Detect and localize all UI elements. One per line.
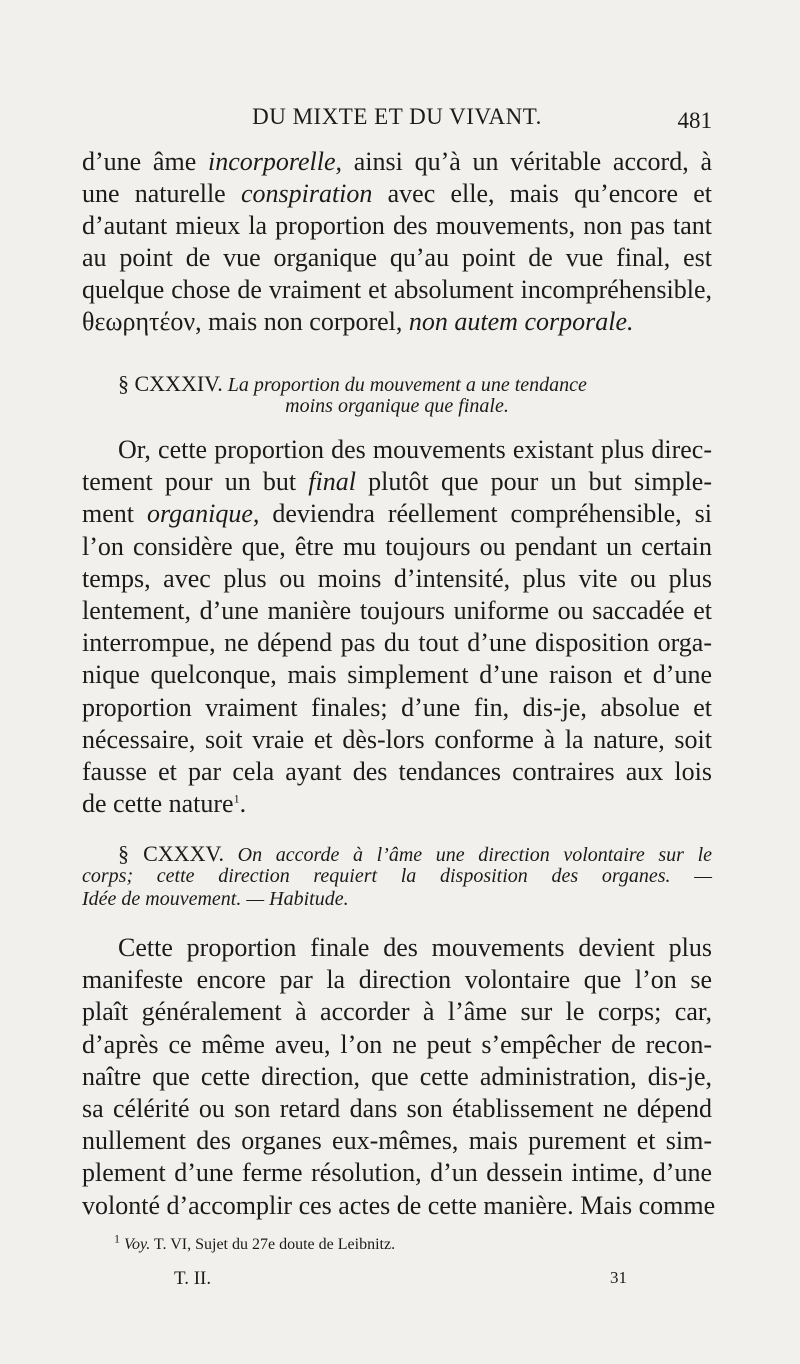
footnote-reference: 1 (233, 791, 240, 806)
text-line (82, 595, 712, 627)
text-run: manifeste encore par la direction volontaire que l’on se (82, 965, 712, 995)
text-line (82, 1061, 712, 1093)
text-line (82, 659, 712, 691)
section-heading-line: corps; cette direction requiert la disposition des organes. — (82, 865, 712, 887)
text-run: nique quelconque, mais simplement d’une raison et d’une (82, 660, 712, 690)
paragraph-continued (82, 146, 712, 338)
section-heading-line: Idée de mouvement. — Habitude. (82, 888, 349, 910)
section-title: On accorde à l’âme une direction volontaire sur le (237, 844, 713, 866)
text-run: proportion vraiment finales; d’une fin, dis-je, absolue et (82, 692, 712, 722)
text-run: temps, avec plus ou moins d’intensité, plus vite ou plus (82, 563, 712, 593)
text-run: naître que cette direction, que cette administration, dis-je, (82, 1061, 712, 1091)
text-line (82, 1190, 716, 1222)
text-run: au point de vue organique qu’au point de vue final, est (82, 243, 712, 272)
text-line (82, 1093, 712, 1125)
text-line (82, 1029, 712, 1061)
text-line (82, 531, 712, 563)
italic-run: organique, (146, 499, 260, 529)
text-line (82, 434, 712, 466)
text-run: sa célérité ou son retard dans son établissement ne dépend (82, 1093, 712, 1123)
text-line (82, 242, 712, 274)
text-run: plaît généralement à accorder à l’âme sur le corps; car, (82, 997, 712, 1027)
text-run: d’autant mieux la proportion des mouvements, non pas tant (82, 211, 712, 240)
paragraph-direction (82, 932, 716, 1222)
text-line (82, 274, 712, 306)
text-line (82, 692, 712, 724)
text-run: lentement, d’une manière toujours uniforme ou saccadée et (82, 595, 712, 625)
text-run: d’après ce même aveu, l’on ne peut s’empêcher de recon- (82, 1029, 712, 1059)
text-run: une naturelle (82, 179, 241, 208)
text-run: ment (82, 499, 147, 529)
text-run: interrompue, ne dépend pas du tout d’une disposition orga- (82, 628, 712, 658)
text-run: d’une âme (82, 147, 208, 176)
volume-mark: T. II. (174, 1268, 212, 1289)
text-run: de cette nature (82, 789, 234, 819)
italic-run: conspiration (240, 179, 373, 208)
text-run: tement pour un but (82, 467, 309, 497)
text-line (82, 627, 712, 659)
text-line (82, 756, 712, 788)
text-line (82, 932, 712, 964)
page-header (82, 104, 712, 140)
text-run: nullement des organes eux-mêmes, mais purement et sim- (82, 1126, 712, 1156)
text-run: Cette proportion finale des mouvements devient plus (118, 933, 712, 962)
text-run: nécessaire, soit vraie et dès-lors conforme à la nature, soit (82, 724, 712, 754)
text-run: plement d’une ferme résolution, d’un dessein intime, d’une (82, 1158, 712, 1188)
signature-mark: 31 (610, 1268, 627, 1287)
text-line (82, 1157, 712, 1189)
section-heading-line (82, 395, 712, 418)
italic-run: non autem corporale. (408, 307, 634, 336)
text-line (82, 178, 712, 210)
text-run: . (239, 789, 247, 819)
text-line (82, 210, 712, 242)
section-heading-cxxxiv (82, 372, 712, 418)
section-heading-line (82, 372, 712, 395)
text-run: plutôt que pour un but simple- (355, 467, 712, 497)
text-line (82, 306, 712, 338)
text-line (82, 563, 712, 595)
section-title: moins organique que finale. (285, 395, 509, 417)
text-run: fausse et par cela ayant des tendances contraires aux lois (82, 756, 712, 786)
text-line (82, 1125, 712, 1157)
page-number: 481 (677, 108, 712, 133)
footnote-source: Voy. (124, 1236, 151, 1253)
text-line (82, 466, 712, 498)
text-run: Or, cette proportion des mouvements existant plus direc- (118, 435, 712, 464)
text-run: quelque chose de vraiment et absolument incompréhensible, (82, 275, 712, 304)
paragraph-proportion (82, 434, 712, 820)
text-run: volonté d’accomplir ces actes de cette manière. Mais comme (82, 1190, 716, 1220)
text-line (82, 146, 712, 178)
italic-run: final (308, 467, 356, 497)
section-heading-cxxxv (82, 842, 712, 911)
footnote (114, 1231, 396, 1254)
running-title: DU MIXTE ET DU VIVANT. (252, 104, 542, 129)
section-title: La proportion du mouvement a une tendance (227, 374, 587, 396)
footnote-marker: 1 (114, 1231, 120, 1246)
text-run: l’on considère que, être mu toujours ou pendant un certain (82, 531, 712, 561)
text-line (82, 996, 712, 1028)
italic-run: incorporelle, (207, 147, 343, 176)
text-run: ainsi qu’à un véritable accord, à (342, 147, 712, 176)
text-run: avec elle, mais qu’encore et (372, 179, 712, 208)
text-line (82, 724, 712, 756)
text-run: θεωρητέον, mais non corporel, (82, 307, 409, 336)
text-line (82, 498, 712, 530)
section-heading-line (82, 842, 712, 865)
text-line (82, 788, 712, 820)
section-number: § CXXXV. (118, 841, 225, 866)
section-number: § CXXXIV. (118, 371, 223, 396)
text-run: deviendra réellement compréhensible, si (259, 499, 712, 529)
text-line (82, 964, 712, 996)
footnote-text: T. VI, Sujet du 27e doute de Leibnitz. (150, 1236, 396, 1253)
